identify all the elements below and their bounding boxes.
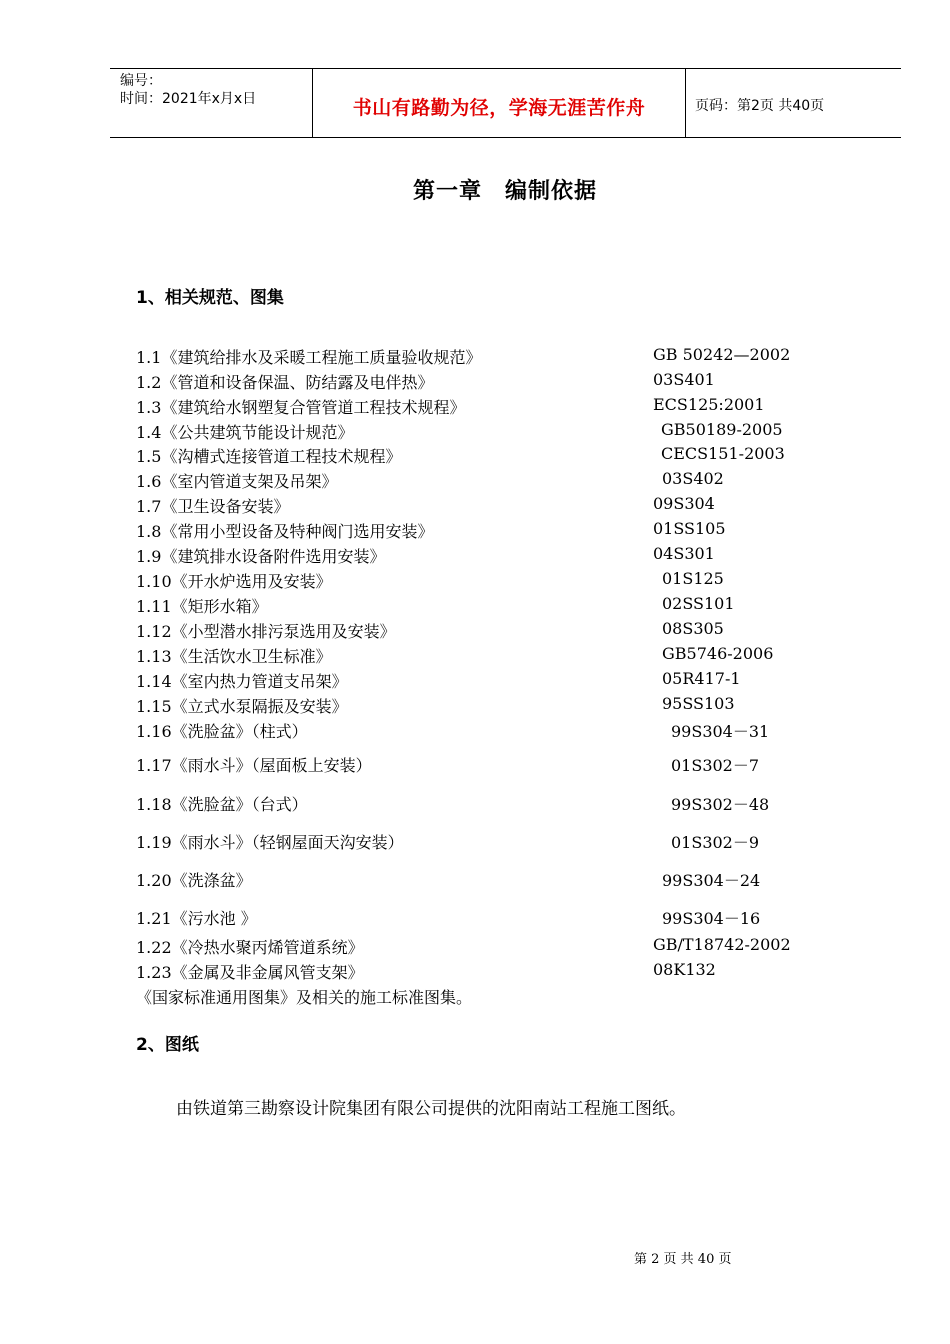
standard-title: 1.8《常用小型设备及特种阀门选用安装》 — [136, 522, 434, 541]
standard-code: 01SS105 — [653, 519, 726, 538]
standard-row — [0, 644, 950, 668]
header-meta-cell — [110, 69, 311, 137]
standard-code: 02SS101 — [662, 594, 735, 613]
standard-row — [0, 594, 950, 618]
standard-row — [0, 370, 950, 394]
page-header — [110, 68, 901, 138]
standard-title: 1.18《洗脸盆》（台式） — [136, 795, 308, 814]
standard-title: 1.7《卫生设备安装》 — [136, 497, 290, 516]
standard-code: 08S305 — [662, 619, 724, 638]
standard-row — [0, 519, 950, 543]
standard-title: 1.2《管道和设备保温、防结露及电伴热》 — [136, 373, 434, 392]
standard-row — [0, 906, 950, 930]
header-page-info: 页码：第2页 共40页 — [695, 98, 825, 114]
standard-title: 1.13《生活饮水卫生标准》 — [136, 647, 332, 666]
standard-row — [0, 345, 950, 369]
document-date: 时间：2021年x月x日 — [120, 91, 257, 107]
standard-row — [0, 569, 950, 593]
standard-row — [0, 960, 950, 984]
standard-title: 1.11《矩形水箱》 — [136, 597, 268, 616]
drawings-paragraph: 由铁道第三勘察设计院集团有限公司提供的沈阳南站工程施工图纸。 — [176, 1099, 686, 1119]
standard-code: 08K132 — [653, 960, 716, 979]
standard-title: 1.9《建筑排水设备附件选用安装》 — [136, 547, 386, 566]
standard-row — [0, 420, 950, 444]
standard-row — [0, 395, 950, 419]
standard-code: 01S302－9 — [671, 833, 760, 852]
standard-title: 1.14《室内热力管道支吊架》 — [136, 672, 348, 691]
standard-row — [0, 444, 950, 468]
standard-row — [0, 494, 950, 518]
standard-title: 1.23《金属及非金属风管支架》 — [136, 963, 364, 982]
section-1-title: 1、相关规范、图集 — [136, 288, 284, 308]
standard-row — [0, 694, 950, 718]
standard-title: 1.1《建筑给排水及采暖工程施工质量验收规范》 — [136, 348, 482, 367]
standard-code: 03S402 — [662, 469, 724, 488]
standard-title: 1.19《雨水斗》（轻钢屋面天沟安装） — [136, 833, 404, 852]
standard-row — [0, 830, 950, 854]
standard-title: 1.4《公共建筑节能设计规范》 — [136, 423, 354, 442]
standard-title: 1.10《开水炉选用及安装》 — [136, 572, 332, 591]
standard-code: 99S302－48 — [671, 795, 770, 814]
standard-row — [0, 719, 950, 743]
standard-row — [0, 619, 950, 643]
standard-title: 1.16《洗脸盆》（柱式） — [136, 722, 308, 741]
standard-code: 99S304－16 — [662, 909, 761, 928]
standard-code: ECS125:2001 — [653, 395, 765, 414]
standard-row — [0, 753, 950, 777]
standard-title: 1.3《建筑给水钢塑复合管管道工程技术规程》 — [136, 398, 466, 417]
standard-row — [0, 669, 950, 693]
header-page-cell — [685, 69, 901, 137]
standard-row — [0, 469, 950, 493]
standard-row — [0, 935, 950, 959]
standard-code: 04S301 — [653, 544, 715, 563]
standard-title: 1.21《污水池 》 — [136, 909, 257, 928]
standard-code: 03S401 — [653, 370, 715, 389]
standard-title: 1.22《冷热水聚丙烯管道系统》 — [136, 938, 364, 957]
section-2-title: 2、图纸 — [136, 1035, 199, 1055]
standard-row — [0, 544, 950, 568]
standard-title: 1.12《小型潜水排污泵选用及安装》 — [136, 622, 396, 641]
page-footer: 第 2 页 共 40 页 — [634, 1252, 732, 1267]
standard-row — [0, 792, 950, 816]
document-number-label: 编号： — [120, 73, 162, 89]
standard-code: GB5746-2006 — [662, 644, 774, 663]
standard-code: 01S302－7 — [671, 756, 760, 775]
standard-code: GB 50242—2002 — [653, 345, 791, 364]
chapter-title: 第一章 编制依据 — [412, 179, 597, 204]
standard-code: 99S304－24 — [662, 871, 761, 890]
atlas-note: 《国家标准通用图集》及相关的施工标准图集。 — [136, 988, 473, 1007]
standard-code: CECS151-2003 — [661, 444, 785, 463]
standard-code: 09S304 — [653, 494, 715, 513]
standard-title: 1.5《沟槽式连接管道工程技术规程》 — [136, 447, 402, 466]
header-motto-cell — [312, 69, 686, 137]
standard-code: 99S304－31 — [671, 722, 770, 741]
standard-code: 05R417-1 — [662, 669, 741, 688]
standard-title: 1.6《室内管道支架及吊架》 — [136, 472, 338, 491]
standard-code: 01S125 — [662, 569, 724, 588]
header-motto: 书山有路勤为径，学海无涯苦作舟 — [352, 97, 646, 119]
standard-code: GB/T18742-2002 — [653, 935, 791, 954]
standard-title: 1.15《立式水泵隔振及安装》 — [136, 697, 348, 716]
standard-code: GB50189-2005 — [661, 420, 783, 439]
standard-code: 95SS103 — [662, 694, 735, 713]
standard-row — [0, 868, 950, 892]
standard-title: 1.20《洗涤盆》 — [136, 871, 252, 890]
standard-title: 1.17《雨水斗》（屋面板上安装） — [136, 756, 372, 775]
